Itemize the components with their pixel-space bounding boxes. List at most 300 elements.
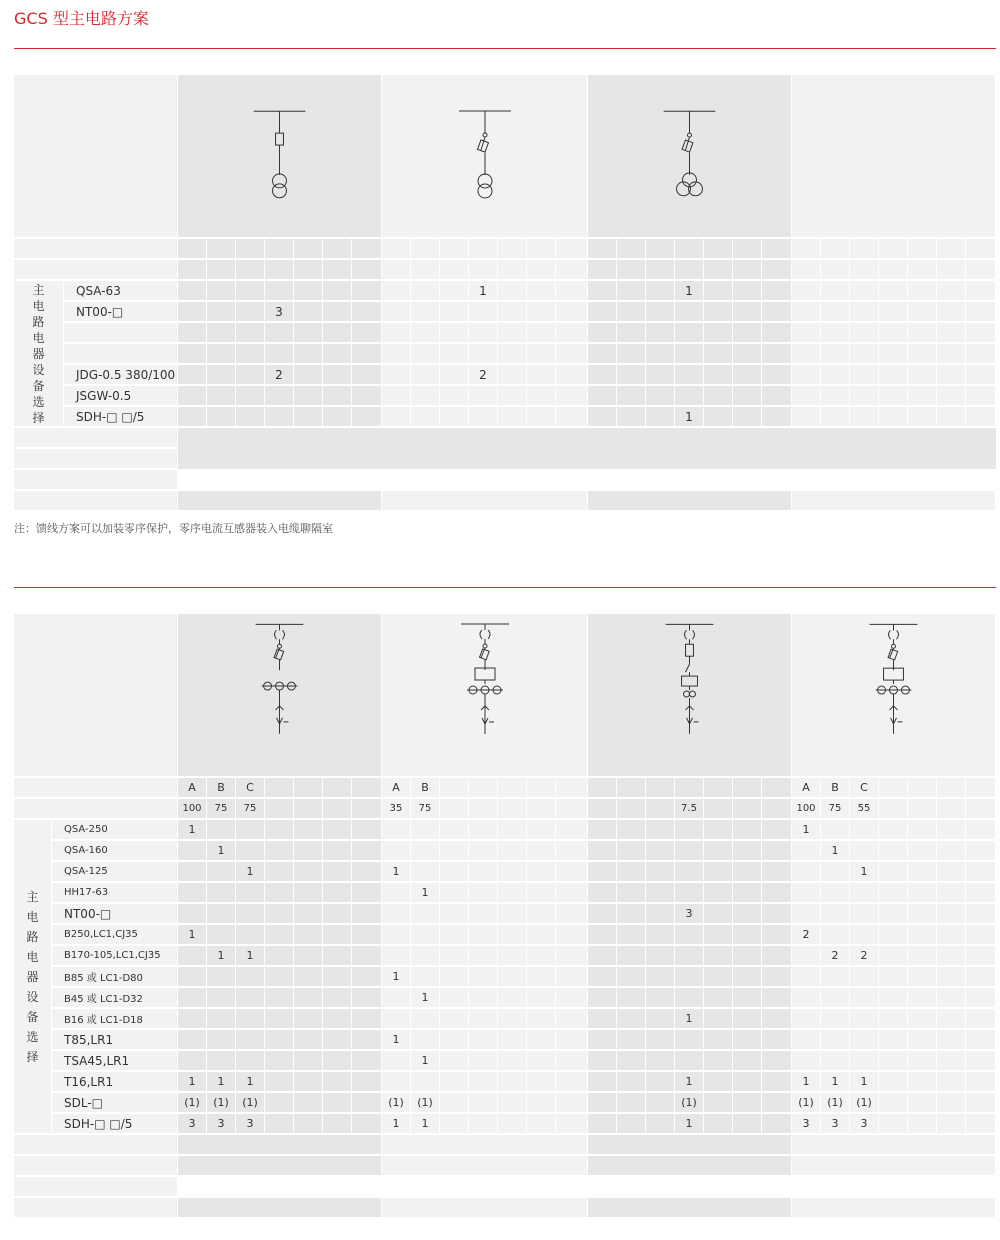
device-qty-cell — [908, 946, 937, 966]
device-qty-cell — [792, 323, 821, 343]
scheme-number — [588, 588, 792, 614]
device-qty-cell — [556, 1009, 588, 1029]
circuit-diagram-svg — [383, 75, 587, 238]
device-qty-cell — [704, 1009, 733, 1029]
device-qty-cell — [178, 281, 207, 301]
device-qty-cell — [556, 925, 588, 945]
model-cell — [792, 239, 821, 259]
device-qty-cell — [352, 820, 382, 840]
scheme-number — [588, 49, 792, 75]
device-qty-cell — [617, 820, 646, 840]
device-qty-cell: 1 — [178, 820, 207, 840]
device-qty-cell — [908, 988, 937, 1008]
main-circuit-label — [14, 75, 178, 238]
device-qty-cell — [469, 904, 498, 924]
device-qty-cell — [207, 344, 236, 364]
device-qty-cell — [704, 1030, 733, 1050]
device-qty-cell — [617, 1051, 646, 1071]
model-cell — [879, 239, 908, 259]
device-qty-cell — [704, 988, 733, 1008]
device-qty-cell — [265, 1093, 294, 1113]
device-qty-cell — [704, 841, 733, 861]
current-cell — [646, 260, 675, 280]
device-qty-cell — [646, 1114, 675, 1134]
equipment-selection-label — [14, 820, 52, 1134]
device-qty-cell — [762, 1114, 792, 1134]
current-cell — [556, 260, 588, 280]
device-qty-cell — [966, 281, 996, 301]
device-qty-cell — [294, 841, 323, 861]
device-qty-cell — [646, 1009, 675, 1029]
equipment-selection-char: 路 — [32, 314, 45, 329]
device-qty-cell — [527, 1093, 556, 1113]
device-qty-cell — [733, 946, 762, 966]
cabinet-width-value — [178, 1135, 382, 1155]
device-qty-cell — [792, 988, 821, 1008]
scheme-number — [178, 588, 382, 614]
device-qty-cell — [879, 1009, 908, 1029]
device-qty-cell — [675, 862, 704, 882]
device-qty-cell — [382, 407, 411, 427]
device-qty-cell — [733, 281, 762, 301]
device-qty-cell — [440, 820, 469, 840]
model-cell — [498, 239, 527, 259]
device-qty-cell: 3 — [265, 302, 294, 322]
device-qty-cell — [675, 946, 704, 966]
device-qty-cell — [440, 302, 469, 322]
device-qty-cell — [498, 925, 527, 945]
device-qty-cell — [323, 988, 352, 1008]
device-qty-cell — [265, 820, 294, 840]
device-qty-cell — [352, 365, 382, 385]
device-qty-cell — [850, 988, 879, 1008]
device-qty-cell — [236, 1030, 265, 1050]
device-qty-cell — [178, 386, 207, 406]
device-qty-cell — [556, 302, 588, 322]
device-qty-cell — [646, 946, 675, 966]
device-qty-cell — [588, 323, 617, 343]
device-qty-cell — [323, 862, 352, 882]
device-qty-cell — [469, 988, 498, 1008]
device-qty-cell — [323, 1093, 352, 1113]
device-qty-cell — [323, 386, 352, 406]
device-qty-cell — [821, 344, 850, 364]
device-qty-cell — [588, 1030, 617, 1050]
device-name — [64, 344, 178, 364]
device-qty-cell — [294, 365, 323, 385]
device-qty-cell — [966, 302, 996, 322]
device-qty-cell — [733, 988, 762, 1008]
device-qty-cell — [556, 1051, 588, 1071]
device-qty-cell — [821, 925, 850, 945]
device-qty-cell — [382, 1009, 411, 1029]
device-qty-cell — [323, 323, 352, 343]
device-qty-cell — [352, 862, 382, 882]
device-qty-cell — [821, 883, 850, 903]
device-qty-cell — [762, 883, 792, 903]
device-qty-cell — [908, 1009, 937, 1029]
model-cell — [556, 239, 588, 259]
device-qty-cell — [675, 988, 704, 1008]
device-qty-cell — [527, 344, 556, 364]
device-qty-cell — [352, 302, 382, 322]
equipment-selection-char: 备 — [32, 378, 45, 393]
device-qty-cell — [469, 820, 498, 840]
device-qty-cell — [588, 904, 617, 924]
device-qty-cell — [352, 841, 382, 861]
model-cell: B — [821, 778, 850, 798]
device-qty-cell — [792, 386, 821, 406]
device-qty-cell — [527, 1009, 556, 1029]
device-qty-cell — [207, 904, 236, 924]
device-qty-cell: 2 — [792, 925, 821, 945]
device-name: T16,LR1 — [52, 1072, 178, 1092]
device-qty-cell — [704, 1114, 733, 1134]
device-qty-cell — [498, 841, 527, 861]
device-qty-cell — [323, 365, 352, 385]
compartment-height-value — [588, 1177, 792, 1197]
model-cell — [469, 239, 498, 259]
device-qty-cell — [879, 344, 908, 364]
device-qty-cell — [908, 1114, 937, 1134]
device-qty-cell — [792, 365, 821, 385]
device-qty-cell — [792, 281, 821, 301]
cabinet-width-label — [14, 1135, 178, 1155]
device-qty-cell — [323, 967, 352, 987]
device-qty-cell — [498, 904, 527, 924]
device-qty-cell — [265, 988, 294, 1008]
device-qty-cell — [440, 407, 469, 427]
usage-value — [382, 1198, 588, 1218]
device-qty-cell — [588, 302, 617, 322]
device-qty-cell — [966, 1051, 996, 1071]
device-qty-cell — [966, 1009, 996, 1029]
device-qty-cell — [207, 1009, 236, 1029]
device-qty-cell — [411, 967, 440, 987]
device-qty-cell: 2 — [265, 365, 294, 385]
device-qty-cell — [733, 302, 762, 322]
device-qty-cell — [411, 820, 440, 840]
device-qty-cell — [527, 1072, 556, 1092]
device-qty-cell — [762, 1009, 792, 1029]
device-qty-cell — [588, 281, 617, 301]
device-qty-cell — [821, 1030, 850, 1050]
device-qty-cell — [617, 967, 646, 987]
device-qty-cell — [294, 281, 323, 301]
device-qty-cell — [733, 407, 762, 427]
device-qty-cell — [352, 323, 382, 343]
compartment-height-value — [382, 1177, 588, 1197]
scheme-number — [382, 49, 588, 75]
cabinet-depth-value — [588, 1156, 792, 1176]
device-qty-cell: 2 — [469, 365, 498, 385]
model-cell — [236, 239, 265, 259]
device-qty-cell: 1 — [675, 407, 704, 427]
device-qty-cell — [733, 841, 762, 861]
device-qty-cell — [265, 946, 294, 966]
device-qty-cell — [527, 925, 556, 945]
device-qty-cell — [265, 904, 294, 924]
device-qty-cell — [821, 281, 850, 301]
device-qty-cell — [792, 904, 821, 924]
device-qty-cell — [265, 925, 294, 945]
device-qty-cell: 1 — [792, 1072, 821, 1092]
device-qty-cell — [382, 323, 411, 343]
device-qty-cell — [527, 946, 556, 966]
power-cell — [937, 799, 966, 819]
device-qty-cell — [236, 841, 265, 861]
device-qty-cell — [294, 967, 323, 987]
device-qty-cell — [850, 1051, 879, 1071]
device-qty-cell — [207, 386, 236, 406]
model-cell — [440, 239, 469, 259]
device-qty-cell: (1) — [411, 1093, 440, 1113]
device-qty-cell — [498, 1009, 527, 1029]
model-cell — [588, 778, 617, 798]
equipment-selection-char: 电 — [32, 330, 45, 345]
device-qty-cell — [207, 302, 236, 322]
model-cell: A — [792, 778, 821, 798]
device-qty-cell — [617, 883, 646, 903]
current-cell — [617, 260, 646, 280]
device-qty-cell — [265, 967, 294, 987]
equipment-selection-char: 主 — [26, 889, 39, 904]
device-qty-cell — [733, 967, 762, 987]
device-qty-cell — [294, 1114, 323, 1134]
model-cell — [352, 778, 382, 798]
device-qty-cell: 1 — [382, 1114, 411, 1134]
device-qty-cell — [646, 967, 675, 987]
device-qty-cell — [352, 904, 382, 924]
device-qty-cell: 1 — [411, 1114, 440, 1134]
device-qty-cell — [937, 302, 966, 322]
scheme-number-label — [14, 588, 178, 614]
circuit-diagram-svg — [178, 614, 381, 777]
device-qty-cell — [762, 323, 792, 343]
device-name — [64, 323, 178, 343]
device-qty-cell — [440, 1030, 469, 1050]
scheme-number — [178, 49, 382, 75]
device-qty-cell — [675, 1051, 704, 1071]
device-qty-cell — [178, 904, 207, 924]
device-qty-cell: 3 — [675, 904, 704, 924]
compartment-height — [792, 470, 996, 490]
device-qty-cell — [294, 302, 323, 322]
device-qty-cell — [908, 407, 937, 427]
device-qty-cell — [469, 407, 498, 427]
device-qty-cell — [323, 946, 352, 966]
usage-label — [14, 491, 178, 511]
device-qty-cell: 3 — [207, 1114, 236, 1134]
device-qty-cell: 3 — [236, 1114, 265, 1134]
device-qty-cell — [440, 862, 469, 882]
device-qty-cell — [294, 925, 323, 945]
compartment-height-label — [14, 1177, 178, 1197]
device-qty-cell — [762, 841, 792, 861]
device-qty-cell — [588, 407, 617, 427]
device-qty-cell — [178, 365, 207, 385]
device-qty-cell — [792, 841, 821, 861]
device-qty-cell — [469, 946, 498, 966]
device-qty-cell: (1) — [675, 1093, 704, 1113]
cabinet-width-value — [792, 1135, 996, 1155]
device-qty-cell — [762, 1051, 792, 1071]
device-qty-cell — [937, 841, 966, 861]
model-cell: A — [382, 778, 411, 798]
device-qty-cell — [527, 820, 556, 840]
device-qty-cell — [850, 281, 879, 301]
device-qty-cell — [733, 344, 762, 364]
device-qty-cell — [908, 1051, 937, 1071]
device-qty-cell — [236, 323, 265, 343]
model-spec-label — [14, 239, 178, 259]
device-qty-cell — [588, 988, 617, 1008]
device-qty-cell — [646, 281, 675, 301]
device-qty-cell — [207, 967, 236, 987]
device-qty-cell — [908, 323, 937, 343]
model-cell: B — [411, 778, 440, 798]
device-qty-cell — [527, 967, 556, 987]
device-qty-cell — [207, 925, 236, 945]
device-qty-cell — [323, 1009, 352, 1029]
model-cell — [588, 239, 617, 259]
device-qty-cell — [821, 967, 850, 987]
device-qty-cell — [556, 820, 588, 840]
usage-label — [14, 1198, 178, 1218]
device-name: T85,LR1 — [52, 1030, 178, 1050]
device-qty-cell — [675, 1030, 704, 1050]
device-qty-cell — [617, 281, 646, 301]
device-qty-cell — [382, 281, 411, 301]
model-cell — [469, 778, 498, 798]
device-qty-cell — [675, 344, 704, 364]
device-qty-cell: (1) — [236, 1093, 265, 1113]
device-qty-cell — [440, 323, 469, 343]
device-qty-cell — [850, 365, 879, 385]
device-qty-cell — [236, 883, 265, 903]
device-qty-cell — [733, 820, 762, 840]
device-qty-cell — [908, 883, 937, 903]
device-qty-cell: 1 — [207, 946, 236, 966]
device-qty-cell — [556, 386, 588, 406]
device-qty-cell: 1 — [382, 1030, 411, 1050]
device-qty-cell — [207, 323, 236, 343]
device-name: SDL-□ — [52, 1093, 178, 1113]
usage-value — [178, 491, 382, 511]
device-qty-cell: 1 — [675, 1072, 704, 1092]
device-qty-cell — [236, 407, 265, 427]
device-qty-cell — [646, 323, 675, 343]
device-qty-cell — [469, 841, 498, 861]
device-qty-cell — [382, 386, 411, 406]
device-qty-cell — [704, 1051, 733, 1071]
usage-value — [792, 1198, 996, 1218]
usage-value — [178, 1198, 382, 1218]
current-cell — [236, 260, 265, 280]
power-cell: 75 — [821, 799, 850, 819]
device-name: B85 或 LC1-D80 — [52, 967, 178, 987]
device-qty-cell — [937, 946, 966, 966]
device-qty-cell — [469, 323, 498, 343]
device-qty-cell — [265, 862, 294, 882]
device-qty-cell — [294, 344, 323, 364]
device-name: QSA-63 — [64, 281, 178, 301]
device-qty-cell: (1) — [382, 1093, 411, 1113]
current-cell — [323, 260, 352, 280]
device-qty-cell — [265, 1051, 294, 1071]
device-qty-cell — [527, 302, 556, 322]
device-qty-cell — [294, 946, 323, 966]
device-qty-cell — [937, 925, 966, 945]
model-cell — [879, 778, 908, 798]
device-qty-cell — [236, 1009, 265, 1029]
device-qty-cell — [879, 883, 908, 903]
device-qty-cell — [236, 820, 265, 840]
device-qty-cell — [556, 946, 588, 966]
device-qty-cell — [178, 946, 207, 966]
device-qty-cell — [498, 1114, 527, 1134]
device-qty-cell — [588, 967, 617, 987]
equipment-selection-char: 选 — [32, 394, 45, 409]
device-qty-cell — [411, 344, 440, 364]
current-cell — [850, 260, 879, 280]
device-qty-cell — [588, 344, 617, 364]
device-qty-cell — [178, 883, 207, 903]
device-qty-cell — [323, 841, 352, 861]
current-cell — [704, 260, 733, 280]
device-qty-cell — [207, 407, 236, 427]
model-cell — [527, 239, 556, 259]
device-qty-cell — [733, 904, 762, 924]
current-cell — [265, 260, 294, 280]
device-qty-cell: (1) — [850, 1093, 879, 1113]
device-qty-cell — [762, 1030, 792, 1050]
device-qty-cell — [879, 302, 908, 322]
device-qty-cell — [469, 344, 498, 364]
device-qty-cell — [556, 344, 588, 364]
device-qty-cell — [850, 386, 879, 406]
device-qty-cell — [498, 883, 527, 903]
usage-value — [382, 491, 588, 511]
model-cell — [323, 239, 352, 259]
device-qty-cell — [617, 407, 646, 427]
usage-value — [588, 1198, 792, 1218]
device-qty-cell — [704, 323, 733, 343]
device-qty-cell — [411, 407, 440, 427]
compartment-height — [382, 470, 588, 490]
device-qty-cell — [469, 1114, 498, 1134]
device-qty-cell — [236, 302, 265, 322]
device-qty-cell — [588, 1072, 617, 1092]
device-qty-cell — [294, 883, 323, 903]
device-qty-cell — [323, 1072, 352, 1092]
device-qty-cell — [588, 841, 617, 861]
device-qty-cell: 1 — [675, 1114, 704, 1134]
device-qty-cell — [879, 862, 908, 882]
device-qty-cell — [762, 820, 792, 840]
device-qty-cell — [792, 1051, 821, 1071]
power-cell: 100 — [178, 799, 207, 819]
device-qty-cell — [498, 1093, 527, 1113]
device-name: NT00-□ — [64, 302, 178, 322]
current-cell — [908, 260, 937, 280]
model-cell — [908, 239, 937, 259]
current-cell — [178, 260, 207, 280]
device-qty-cell — [207, 365, 236, 385]
device-qty-cell — [556, 323, 588, 343]
device-qty-cell — [704, 386, 733, 406]
device-qty-cell: 1 — [411, 988, 440, 1008]
